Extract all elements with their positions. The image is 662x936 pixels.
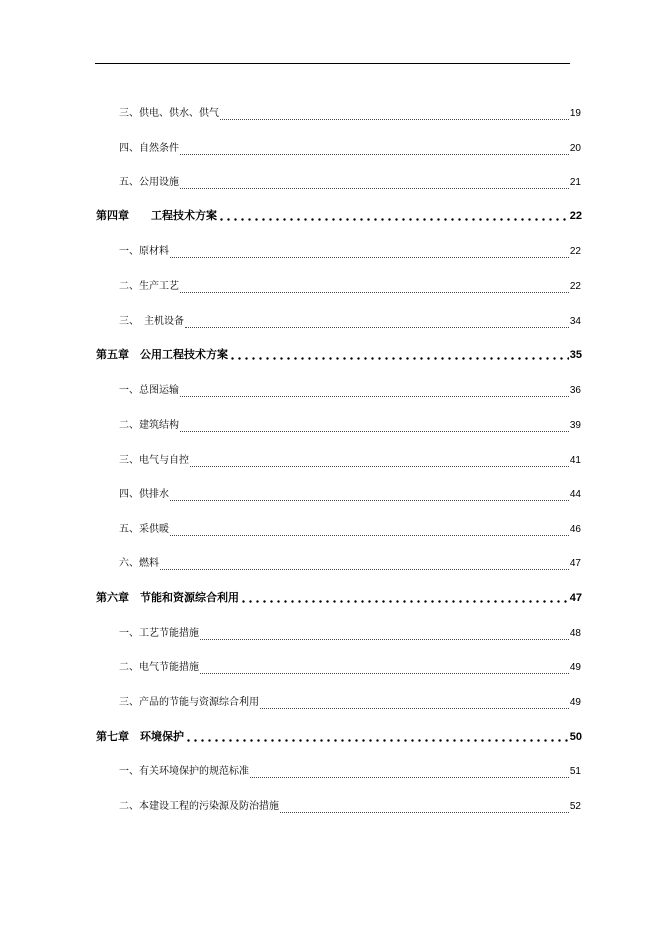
- toc-entry-label: 二、本建设工程的污染源及防治措施: [119, 801, 279, 812]
- toc-chapter-page: 47: [569, 592, 582, 604]
- toc-entry-label: 六、燃料: [119, 558, 159, 569]
- toc-entry[interactable]: [119, 279, 581, 295]
- toc-entry-page: 39: [569, 420, 581, 431]
- toc-chapter-label: 第七章 环境保护: [96, 730, 184, 743]
- toc-leader-dots: [200, 669, 569, 674]
- toc-leader-dots: [229, 357, 569, 360]
- toc-entry-page: 48: [569, 628, 581, 639]
- toc-entry-label: 三、电气与自控: [119, 455, 189, 466]
- toc-entry[interactable]: [119, 487, 581, 503]
- toc-entry-label: 三、 主机设备: [119, 316, 184, 327]
- toc-leader-dots: [200, 635, 569, 640]
- toc-entry-label: 一、工艺节能措施: [119, 628, 199, 639]
- toc-entry-page: 49: [569, 662, 581, 673]
- toc-leader-dots: [180, 184, 569, 189]
- toc-entry[interactable]: [119, 695, 581, 711]
- header-rule: [95, 63, 570, 64]
- toc-chapter-page: 35: [569, 349, 582, 361]
- toc-entry[interactable]: [119, 244, 581, 260]
- toc-chapter-entry[interactable]: [96, 347, 582, 363]
- toc-entry[interactable]: [119, 418, 581, 434]
- toc-entry[interactable]: [119, 626, 581, 642]
- toc-entry-page: 20: [569, 143, 581, 154]
- toc-leader-dots: [180, 427, 569, 432]
- toc-leader-dots: [170, 496, 569, 501]
- toc-entry-page: 44: [569, 489, 581, 500]
- toc-chapter-page: 22: [569, 210, 582, 222]
- toc-leader-dots: [280, 808, 569, 813]
- toc-leader-dots: [218, 218, 569, 221]
- toc-chapter-label: 第四章 工程技术方案: [96, 209, 217, 222]
- toc-entry-page: 21: [569, 177, 581, 188]
- toc-entry-label: 二、生产工艺: [119, 281, 179, 292]
- toc-leader-dots: [170, 253, 569, 258]
- toc-entry[interactable]: [119, 764, 581, 780]
- toc-entry-label: 三、产品的节能与资源综合利用: [119, 697, 259, 708]
- toc-entry-page: 19: [569, 108, 581, 119]
- toc-leader-dots: [190, 462, 569, 467]
- toc-leader-dots: [180, 288, 569, 293]
- toc-entry[interactable]: [119, 453, 581, 469]
- toc-leader-dots: [240, 600, 569, 603]
- toc-entry-label: 四、自然条件: [119, 143, 179, 154]
- toc-entry-label: 五、采供暖: [119, 524, 169, 535]
- toc-entry-page: 46: [569, 524, 581, 535]
- toc-leader-dots: [180, 150, 569, 155]
- toc-leader-dots: [160, 565, 569, 570]
- toc-entry-page: 47: [569, 558, 581, 569]
- toc-leader-dots: [185, 739, 569, 742]
- toc-entry-label: 一、原材料: [119, 246, 169, 257]
- toc-leader-dots: [250, 773, 569, 778]
- toc-chapter-page: 50: [569, 731, 582, 743]
- toc-leader-dots: [260, 704, 569, 709]
- toc-entry[interactable]: [119, 799, 581, 815]
- toc-entry-label: 四、供排水: [119, 489, 169, 500]
- toc-entry-page: 22: [569, 246, 581, 257]
- toc-leader-dots: [180, 392, 569, 397]
- toc-chapter-entry[interactable]: [96, 208, 582, 224]
- toc-entry-label: 三、供电、供水、供气: [119, 108, 219, 119]
- toc-entry-label: 二、电气节能措施: [119, 662, 199, 673]
- toc-entry[interactable]: [119, 522, 581, 538]
- toc-entry-label: 一、有关环境保护的规范标准: [119, 766, 249, 777]
- toc-entry-label: 五、公用设施: [119, 177, 179, 188]
- toc-entry-page: 49: [569, 697, 581, 708]
- toc-entry[interactable]: [119, 556, 581, 572]
- toc-entry-page: 51: [569, 766, 581, 777]
- toc-entry-page: 34: [569, 316, 581, 327]
- toc-chapter-entry[interactable]: [96, 590, 582, 606]
- toc-entry[interactable]: [119, 383, 581, 399]
- toc-leader-dots: [170, 531, 569, 536]
- toc-entry[interactable]: [119, 314, 581, 330]
- toc-chapter-entry[interactable]: [96, 729, 582, 745]
- toc-entry-label: 一、总图运输: [119, 385, 179, 396]
- toc-chapter-label: 第五章 公用工程技术方案: [96, 348, 228, 361]
- toc-leader-dots: [220, 115, 569, 120]
- toc-entry-label: 二、建筑结构: [119, 420, 179, 431]
- toc-entry-page: 41: [569, 455, 581, 466]
- toc-entry[interactable]: [119, 106, 581, 122]
- toc-entry-page: 36: [569, 385, 581, 396]
- toc-chapter-label: 第六章 节能和资源综合利用: [96, 591, 239, 604]
- toc-entry-page: 52: [569, 801, 581, 812]
- toc-entry[interactable]: [119, 175, 581, 191]
- toc-leader-dots: [185, 323, 569, 328]
- toc-entry[interactable]: [119, 660, 581, 676]
- toc-entry-page: 22: [569, 281, 581, 292]
- toc-entry[interactable]: [119, 141, 581, 157]
